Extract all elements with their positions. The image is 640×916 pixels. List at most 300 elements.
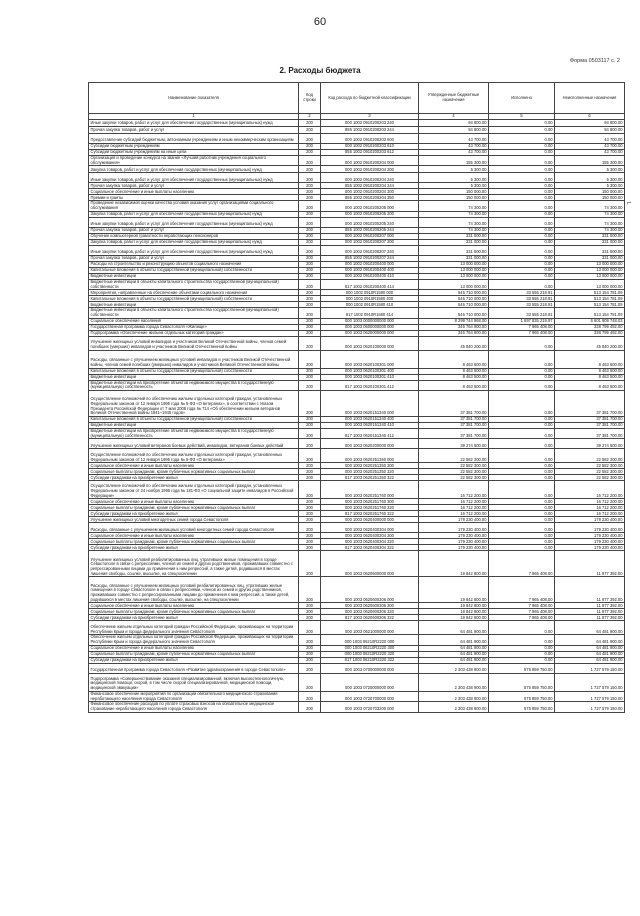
row-expense-code: 817 1003 0620251760 322: [321, 511, 419, 517]
row-name: Подпрограмма «Совершенствование оказания специализированной, включая высокотехнологичную, медицинской помощи, скорой, в том числе скорой специализированной, медицинской помощи, медицинской эвакуации»: [89, 673, 299, 691]
row-line-code: 200: [299, 330, 321, 336]
row-executed: 33 555 218.91: [489, 308, 555, 318]
row-expense-code: 000 1003 0700000000 000: [321, 663, 419, 673]
row-approved: 45 840 200.00: [419, 336, 489, 350]
row-unexecuted: 513 154 781.09: [555, 290, 625, 296]
row-unexecuted: 13 000 000.00: [555, 279, 625, 289]
row-name: Закупка товаров, работ и услуг для обеспечения государственных (муниципальных) нужд: [89, 166, 299, 173]
table-row: [89, 615, 625, 621]
row-name: Улучшение жилищных условий реабилитированных лиц, утративших жилые помещения в городе Севастополе в связи с репрессиями, членов их семей и других родственников, проживавших совместно с репрессированными лицами до применения к ним репрессий, а также детей, родившихся в местах лишения свободы, ссылке, высылке, на спецпоселении: [89, 551, 299, 577]
table-row: [89, 645, 625, 651]
row-line-code: 200: [299, 645, 321, 651]
row-line-code: 200: [299, 255, 321, 261]
row-executed: 0.00: [489, 227, 555, 233]
row-approved: 19 842 800.00: [419, 551, 489, 577]
row-executed: 7 965 408.00: [489, 551, 555, 577]
row-approved: 546 710 000.00: [419, 308, 489, 318]
row-expense-code: 000 1003 0621000000 000: [321, 621, 419, 635]
row-unexecuted: 11 877 392.00: [555, 603, 625, 609]
row-line-code: 200: [299, 511, 321, 517]
row-expense-code: 000 1003 0620251350 000: [321, 449, 419, 463]
row-approved: 5 300.00: [419, 166, 489, 173]
row-line-code: 200: [299, 134, 321, 144]
row-approved: 37 381 700.00: [419, 423, 489, 429]
row-executed: 0.00: [489, 374, 555, 380]
table-row: [89, 211, 625, 217]
row-name: Улучшение жилищных условий многодетных семей города Севастополя: [89, 517, 299, 523]
row-executed: 575 859 750.00: [489, 691, 555, 701]
row-executed: 0.00: [489, 545, 555, 551]
row-unexecuted: 74 300.00: [555, 211, 625, 217]
row-executed: 0.00: [489, 201, 555, 211]
row-approved: 13 000 000.00: [419, 261, 489, 267]
row-expense-code: 000 1003 0620200000 000: [321, 439, 419, 449]
row-name: Капитальные вложения в объекты государственной (муниципальной) собственности: [89, 296, 299, 302]
row-executed: 7 965 408.00: [489, 324, 555, 330]
header-code: Код расхода по бюджетной классификации: [321, 83, 419, 114]
row-executed: 0.00: [489, 657, 555, 663]
table-row: [89, 511, 625, 517]
row-approved: 43 700.00: [419, 150, 489, 156]
row-expense-code: 000 1002 0910200203 240: [321, 120, 419, 127]
row-line-code: 200: [299, 539, 321, 545]
row-unexecuted: 45 840 200.00: [555, 336, 625, 350]
row-name: Иные закупки товаров, работ и услуг для обеспечения государственных (муниципальных) нужд: [89, 173, 299, 183]
row-expense-code: 000 1003 0720700000 000: [321, 691, 419, 701]
row-executed: 0.00: [489, 417, 555, 423]
row-approved: 64 481 900.00: [419, 657, 489, 663]
row-line-code: 200: [299, 267, 321, 273]
row-executed: 0.00: [489, 463, 555, 469]
row-line-code: 200: [299, 201, 321, 211]
row-line-code: 200: [299, 233, 321, 239]
row-expense-code: 000 1003 0620251760 000: [321, 481, 419, 499]
row-name: Социальное обеспечение и иные выплаты населению: [89, 645, 299, 651]
row-approved: 179 230 400.00: [419, 545, 489, 551]
row-unexecuted: 39 274 500.00: [555, 439, 625, 449]
row-unexecuted: 64 481 900.00: [555, 651, 625, 657]
row-approved: 179 230 400.00: [419, 533, 489, 539]
row-expense-code: 000 1002 0910200400 410: [321, 273, 419, 279]
row-line-code: 200: [299, 651, 321, 657]
table-row: [89, 657, 625, 663]
row-approved: 74 300.00: [419, 227, 489, 233]
row-expense-code: 855 1002 0910200204 350: [321, 195, 419, 201]
row-approved: 2 303 438 900.00: [419, 702, 489, 712]
row-expense-code: 000 1003 0620100301 400: [321, 368, 419, 374]
row-executed: 33 555 218.91: [489, 290, 555, 296]
row-expense-code: 000 1003 0620151340 410: [321, 423, 419, 429]
row-expense-code: 817 1002 0910200400 414: [321, 279, 419, 289]
row-name: Премии и гранты: [89, 195, 299, 201]
table-row: [89, 499, 625, 505]
row-unexecuted: 11 877 392.00: [555, 551, 625, 577]
row-expense-code: 000 1002 0910200205 240: [321, 217, 419, 227]
row-line-code: 200: [299, 318, 321, 324]
row-executed: 0.00: [489, 173, 555, 183]
row-executed: 0.00: [489, 539, 555, 545]
row-expense-code: 000 1002 0910R1580 410: [321, 302, 419, 308]
row-executed: 0.00: [489, 195, 555, 201]
row-name: Прочая закупка товаров, работ и услуг: [89, 227, 299, 233]
row-unexecuted: 179 230 400.00: [555, 523, 625, 533]
row-executed: 0.00: [489, 439, 555, 449]
row-line-code: 200: [299, 120, 321, 127]
row-line-code: 200: [299, 439, 321, 449]
row-unexecuted: 64 481 900.00: [555, 645, 625, 651]
row-executed: 0.00: [489, 150, 555, 156]
row-expense-code: 817 1003 0620100301 412: [321, 380, 419, 390]
row-name: Обеспечение жильем отдельных категорий граждан Российской Федерации, проживающих на территории Республики Крым и города федерального значения Севастополя: [89, 621, 299, 635]
row-line-code: 200: [299, 499, 321, 505]
table-row: [89, 267, 625, 273]
row-line-code: 200: [299, 603, 321, 609]
row-executed: 0.00: [489, 517, 555, 523]
row-approved: 43 700.00: [419, 134, 489, 144]
row-expense-code: 000 1003 0600000000 000: [321, 324, 419, 330]
row-name: Социальные выплаты гражданам, кроме публичных нормативных социальных выплат: [89, 469, 299, 475]
row-line-code: 200: [299, 523, 321, 533]
table-row: [89, 324, 625, 330]
table-row: [89, 336, 625, 350]
row-approved: 19 842 800.00: [419, 609, 489, 615]
row-name: Бюджетные инвестиции: [89, 374, 299, 380]
table-row: [89, 469, 625, 475]
row-expense-code: 817 1003 0620600306 322: [321, 615, 419, 621]
row-name: Иные закупки товаров, работ и услуг для обеспечения государственных (муниципальных) нужд: [89, 120, 299, 127]
row-approved: 64 481 900.00: [419, 651, 489, 657]
row-unexecuted: 331 000.00: [555, 239, 625, 245]
row-expense-code: 817 1003 06210R2220 322: [321, 657, 419, 663]
table-row: [89, 127, 625, 134]
row-approved: 39 274 500.00: [419, 439, 489, 449]
row-executed: 33 555 218.91: [489, 296, 555, 302]
row-approved: 16 712 200.00: [419, 505, 489, 511]
row-unexecuted: 5 300.00: [555, 183, 625, 189]
row-approved: 8 463 500.00: [419, 368, 489, 374]
row-line-code: 200: [299, 239, 321, 245]
row-unexecuted: 94 800.00: [555, 127, 625, 134]
row-name: Бюджетные инвестиции: [89, 302, 299, 308]
table-row: [89, 577, 625, 603]
row-executed: 0.00: [489, 423, 555, 429]
row-unexecuted: 5 300.00: [555, 173, 625, 183]
row-expense-code: 000 1003 0620400304 000: [321, 523, 419, 533]
row-approved: 19 842 800.00: [419, 577, 489, 603]
row-expense-code: 000 1003 0620400304 300: [321, 533, 419, 539]
row-line-code: 200: [299, 150, 321, 156]
table-row: [89, 475, 625, 481]
row-approved: 74 300.00: [419, 211, 489, 217]
row-line-code: 200: [299, 296, 321, 302]
row-unexecuted: 179 230 400.00: [555, 517, 625, 523]
table-row: [89, 368, 625, 374]
row-unexecuted: 22 582 300.00: [555, 449, 625, 463]
row-unexecuted: 37 381 700.00: [555, 429, 625, 439]
row-executed: 0.00: [489, 651, 555, 657]
row-unexecuted: 94 800.00: [555, 120, 625, 127]
row-expense-code: 000 1003 0620151340 400: [321, 417, 419, 423]
row-approved: 64 481 900.00: [419, 621, 489, 635]
row-name: Субсидии бюджетным учреждениям на иные цели: [89, 150, 299, 156]
row-executed: 7 965 408.00: [489, 577, 555, 603]
row-approved: 16 712 200.00: [419, 511, 489, 517]
table-row: [89, 166, 625, 173]
row-approved: 16 712 200.00: [419, 481, 489, 499]
row-approved: 94 800.00: [419, 120, 489, 127]
row-name: Осуществление полномочий по обеспечению жильем отдельных категорий граждан, установленных Федеральным законом от 12 января 1995 года № 5-ФЗ «О ветеранах», в соответствии с Указом Президента Российской Федерации от 7 мая 2008 года № 714 «Об обеспечении жильем ветеранов Великой Отечественной войны 1941–1945 годов»: [89, 391, 299, 417]
row-expense-code: 000 1003 0620100301 410: [321, 374, 419, 380]
table-row: [89, 261, 625, 267]
table-header-row: [89, 83, 625, 114]
row-expense-code: 000 1002 0910R1580 000: [321, 290, 419, 296]
row-unexecuted: 331 000.00: [555, 233, 625, 239]
row-unexecuted: 13 000 000.00: [555, 267, 625, 273]
row-approved: 16 712 200.00: [419, 499, 489, 505]
row-line-code: 200: [299, 261, 321, 267]
row-name: Иные закупки товаров, работ и услуг для обеспечения государственных (муниципальных) нужд: [89, 217, 299, 227]
row-executed: 575 859 750.00: [489, 702, 555, 712]
table-row: [89, 523, 625, 533]
table-row: [89, 449, 625, 463]
row-approved: 64 481 900.00: [419, 635, 489, 645]
table-row: [89, 201, 625, 211]
row-approved: 179 230 400.00: [419, 539, 489, 545]
row-unexecuted: 8 463 500.00: [555, 350, 625, 368]
row-unexecuted: 16 712 200.00: [555, 505, 625, 511]
row-expense-code: 000 1003 0620251760 300: [321, 499, 419, 505]
row-line-code: 200: [299, 336, 321, 350]
row-executed: 0.00: [489, 635, 555, 645]
row-line-code: 200: [299, 635, 321, 645]
row-approved: 37 381 700.00: [419, 429, 489, 439]
row-approved: 179 230 400.00: [419, 523, 489, 533]
row-approved: 546 710 000.00: [419, 290, 489, 296]
row-line-code: 200: [299, 517, 321, 523]
row-executed: 0.00: [489, 127, 555, 134]
row-approved: 22 582 300.00: [419, 469, 489, 475]
row-executed: 0.00: [489, 469, 555, 475]
row-unexecuted: 1 727 579 150.00: [555, 673, 625, 691]
table-row: [89, 350, 625, 368]
table-row: [89, 533, 625, 539]
row-line-code: 200: [299, 173, 321, 183]
table-row: [89, 673, 625, 691]
row-name: Предоставление субсидий бюджетным, автономным учреждениям и иным некоммерческим организациям: [89, 134, 299, 144]
row-line-code: 200: [299, 673, 321, 691]
row-executed: 0.00: [489, 511, 555, 517]
row-approved: 13 000 000.00: [419, 279, 489, 289]
row-executed: 0.00: [489, 481, 555, 499]
row-unexecuted: 22 582 300.00: [555, 469, 625, 475]
row-name: Социальное обеспечение и иные выплаты населению: [89, 189, 299, 195]
row-unexecuted: 150 000.00: [555, 189, 625, 195]
row-approved: 2 303 438 900.00: [419, 673, 489, 691]
row-expense-code: 000 1002 0910200203 610: [321, 144, 419, 150]
row-unexecuted: 150 000.00: [555, 195, 625, 201]
column-number: 4: [419, 114, 489, 120]
row-approved: 74 300.00: [419, 201, 489, 211]
row-unexecuted: 22 582 300.00: [555, 463, 625, 469]
row-expense-code: 000 1002 0910200204 300: [321, 189, 419, 195]
row-expense-code: 000 1003 0620600306 000: [321, 577, 419, 603]
row-expense-code: 000 1002 0910200204 200: [321, 166, 419, 173]
row-name: Капитальные вложения в объекты государственной (муниципальной) собственности: [89, 267, 299, 273]
table-row: [89, 233, 625, 239]
row-name: Субсидии гражданам на приобретение жилья: [89, 475, 299, 481]
row-expense-code: 000 1003 0720000000 000: [321, 673, 419, 691]
row-unexecuted: 64 481 900.00: [555, 635, 625, 645]
row-name: Улучшение жилищных условий ветеранов боевых действий, инвалидов, ветеранов боевых действий: [89, 439, 299, 449]
row-unexecuted: 8 463 500.00: [555, 380, 625, 390]
row-approved: 8 463 500.00: [419, 350, 489, 368]
row-unexecuted: 179 230 400.00: [555, 545, 625, 551]
row-name: Прочая закупка товаров, работ и услуг: [89, 127, 299, 134]
column-number: 1: [89, 114, 299, 120]
row-expense-code: 000 1003 0620600306 300: [321, 603, 419, 609]
row-approved: 19 842 800.00: [419, 603, 489, 609]
row-executed: 0.00: [489, 166, 555, 173]
row-expense-code: 000 1002 0910200205 200: [321, 211, 419, 217]
row-name: Социальные выплаты гражданам, кроме публичных нормативных социальных выплат: [89, 539, 299, 545]
table-row: [89, 150, 625, 156]
row-executed: 0.00: [489, 279, 555, 289]
row-expense-code: 000 1002 0910200207 200: [321, 239, 419, 245]
row-line-code: 200: [299, 417, 321, 423]
row-unexecuted: 1 727 579 150.00: [555, 702, 625, 712]
row-line-code: 200: [299, 308, 321, 318]
row-line-code: 200: [299, 423, 321, 429]
row-line-code: 200: [299, 144, 321, 150]
row-line-code: 200: [299, 166, 321, 173]
row-approved: 346 764 900.00: [419, 324, 489, 330]
row-line-code: 200: [299, 577, 321, 603]
row-executed: 0.00: [489, 499, 555, 505]
row-line-code: 200: [299, 615, 321, 621]
page-number: 60: [313, 16, 327, 28]
row-approved: 546 710 000.00: [419, 302, 489, 308]
table-row: [89, 505, 625, 511]
header-name: Наименование показателя: [89, 83, 299, 114]
row-expense-code: 000 1003 0620100000 000: [321, 336, 419, 350]
row-approved: 13 000 000.00: [419, 267, 489, 273]
row-line-code: 200: [299, 380, 321, 390]
table-row: [89, 308, 625, 318]
row-approved: 19 842 800.00: [419, 615, 489, 621]
row-executed: 0.00: [489, 144, 555, 150]
row-name: Расходы, связанные с улучшением жилищных условий реабилитированных лиц, утративших жилые помещения в городе Севастополе в связи с репрессиями, членов их семей и других родственников, проживавших совместно с репрессированными лицами до применения к ним репрессий, а также детей, родившихся в местах лишения свободы, ссылке, высылке, на спецпоселении: [89, 577, 299, 603]
row-executed: 0.00: [489, 505, 555, 511]
row-name: Социальные выплаты гражданам, кроме публичных нормативных социальных выплат: [89, 609, 299, 615]
table-row: [89, 545, 625, 551]
row-unexecuted: 37 381 700.00: [555, 417, 625, 423]
table-row: [89, 663, 625, 673]
row-expense-code: 000 1003 0620100301 000: [321, 350, 419, 368]
row-unexecuted: 1 727 579 150.00: [555, 663, 625, 673]
row-line-code: 200: [299, 227, 321, 233]
row-unexecuted: 155 300.00: [555, 156, 625, 166]
row-expense-code: 817 1003 0620151340 412: [321, 429, 419, 439]
row-name: Бюджетные инвестиции в объекты капитального строительства государственной (муниципальной) собственности: [89, 308, 299, 318]
row-line-code: 200: [299, 217, 321, 227]
row-unexecuted: 13 000 000.00: [555, 273, 625, 279]
row-approved: 94 800.00: [419, 127, 489, 134]
row-expense-code: 855 1002 0910200203 244: [321, 127, 419, 134]
section-title: 2. Расходы бюджета: [279, 66, 361, 75]
row-unexecuted: 11 877 392.00: [555, 609, 625, 615]
row-name: Капитальные вложения в объекты государственной (муниципальной) собственности: [89, 368, 299, 374]
row-executed: 0.00: [489, 368, 555, 374]
table-row: [89, 539, 625, 545]
row-approved: 22 582 300.00: [419, 449, 489, 463]
row-expense-code: 000 1002 0910R1580 400: [321, 296, 419, 302]
row-expense-code: 000 1003 0620251350 320: [321, 469, 419, 475]
row-approved: 150 000.00: [419, 195, 489, 201]
table-row: [89, 290, 625, 296]
row-name: Закупка товаров, работ и услуг для обеспечения государственных (муниципальных) нужд: [89, 211, 299, 217]
row-unexecuted: 37 381 700.00: [555, 423, 625, 429]
row-name: Финансовое обеспечение мероприятий по организации обязательного медицинского страхования неработающего населения города Севастополя: [89, 691, 299, 701]
row-name: Государственная программа города Севастополя «Развитие здравоохранения в городе Севастополе»: [89, 663, 299, 673]
row-name: Обучение компьютерной грамотности неработающих пенсионеров: [89, 233, 299, 239]
table-row: [89, 429, 625, 439]
row-line-code: 200: [299, 545, 321, 551]
row-name: Бюджетные инвестиции на приобретение объектов недвижимого имущества в государственную (муниципальную) собственность: [89, 429, 299, 439]
row-executed: 0.00: [489, 183, 555, 189]
row-line-code: 200: [299, 245, 321, 255]
header-done: Исполнено: [489, 83, 555, 114]
row-name: Обеспечение жильем отдельных категорий граждан Российской Федерации, проживающих на территории Республики Крым и города федерального значения Севастополя: [89, 635, 299, 645]
row-executed: 0.00: [489, 273, 555, 279]
table-row: [89, 439, 625, 449]
table-row: [89, 120, 625, 127]
row-unexecuted: 43 700.00: [555, 150, 625, 156]
row-name: Бюджетные инвестиции на приобретение объектов недвижимого имущества в государственную (муниципальную) собственность: [89, 380, 299, 390]
table-row: [89, 635, 625, 645]
row-name: Социальные выплаты гражданам, кроме публичных нормативных социальных выплат: [89, 651, 299, 657]
row-approved: 179 230 400.00: [419, 517, 489, 523]
row-expense-code: 817 1003 0620400304 322: [321, 545, 419, 551]
row-approved: 5 300.00: [419, 183, 489, 189]
table-row: [89, 702, 625, 712]
row-unexecuted: 16 712 200.00: [555, 499, 625, 505]
row-expense-code: 000 1003 0620251350 300: [321, 463, 419, 469]
row-name: Субсидии гражданам на приобретение жилья: [89, 545, 299, 551]
row-line-code: 200: [299, 663, 321, 673]
row-executed: 1 697 835 219.97: [489, 318, 555, 324]
row-unexecuted: 74 300.00: [555, 201, 625, 211]
row-executed: 7 965 408.00: [489, 609, 555, 615]
row-approved: 8 463 500.00: [419, 374, 489, 380]
row-line-code: 200: [299, 183, 321, 189]
row-approved: 331 000.00: [419, 245, 489, 255]
row-expense-code: 000 1002 0910200207 240: [321, 245, 419, 255]
row-name: Субсидии бюджетным учреждениям: [89, 144, 299, 150]
row-name: Капитальные вложения в объекты государственной (муниципальной) собственности: [89, 417, 299, 423]
table-row: [89, 609, 625, 615]
row-line-code: 200: [299, 551, 321, 577]
row-unexecuted: 331 000.00: [555, 245, 625, 255]
row-line-code: 200: [299, 156, 321, 166]
row-line-code: 200: [299, 374, 321, 380]
column-number: 5: [489, 114, 555, 120]
row-line-code: 200: [299, 127, 321, 134]
row-line-code: 200: [299, 463, 321, 469]
row-name: Социальное обеспечение и иные выплаты населению: [89, 463, 299, 469]
header-rest: Неисполненные назначения: [555, 83, 625, 114]
row-name: Социальное обеспечение и иные выплаты населению: [89, 603, 299, 609]
row-line-code: 200: [299, 533, 321, 539]
